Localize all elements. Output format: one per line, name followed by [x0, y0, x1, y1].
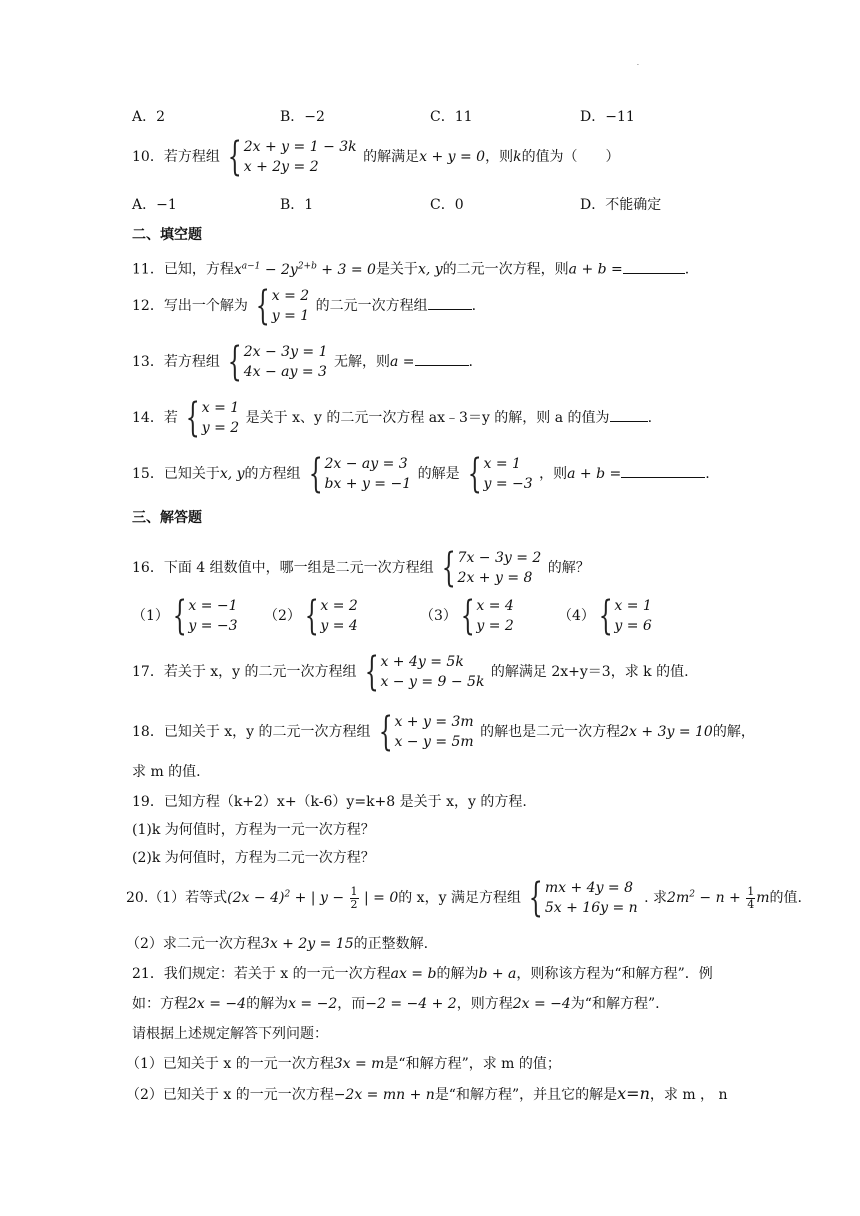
numerator: 1	[747, 884, 755, 898]
option-label: （2）	[264, 608, 301, 624]
q21-part-1	[126, 1054, 561, 1074]
q14-end: .	[647, 410, 653, 426]
numerator: 1	[350, 884, 358, 898]
q20-text: 的值.	[769, 890, 802, 906]
q12-end: .	[471, 298, 477, 314]
q20-expr: (2x − 4)	[227, 890, 285, 906]
q21-equation: −2x = mn + n	[333, 1087, 435, 1103]
q11-text: 是关于	[375, 261, 418, 278]
q16-option-4	[558, 594, 654, 638]
system-row: 4x − ay = 3	[243, 364, 327, 380]
q15-lead: 15．已知关于	[132, 466, 220, 482]
q17-text: 的解满足 2x+y＝3，求 k 的值.	[490, 664, 689, 680]
q11-exponent: 2+b	[297, 261, 317, 271]
q10-lead: 10．若方程组	[132, 149, 220, 165]
q20-ask: m	[756, 890, 770, 906]
q20b-equation: 3x + 2y = 15	[260, 936, 354, 952]
q11-eq: + 3 = 0	[316, 261, 376, 278]
system-row: x = 1	[614, 598, 652, 614]
q15-end: .	[705, 466, 710, 482]
q17-lead: 17．若关于 x，y 的二元一次方程组	[132, 664, 357, 680]
q20b-lead: （2）求二元一次方程	[126, 936, 261, 952]
system-row: y = 2	[201, 420, 240, 436]
q16-lead: 16．下面 4 组数值中，哪一组是二元一次方程组	[132, 560, 434, 576]
q16-text: 的解？	[547, 560, 590, 576]
q21-equation: −2 = −4 + 2	[365, 996, 457, 1012]
q9-option-d: D．−11	[580, 109, 635, 125]
q20-expr: | = 0	[359, 890, 399, 906]
equation-system: { x + y = 3m x − y = 5m	[378, 709, 474, 755]
answer-blank[interactable]	[428, 295, 472, 310]
q20-part-2	[126, 934, 428, 954]
q14-text: 是关于 x、y 的二元一次方程 ax﹣3＝y 的解，则 a 的值为	[245, 410, 610, 426]
q18-text: 的解也是二元一次方程	[480, 724, 621, 740]
q20-lead: 20.（1）若等式	[126, 890, 228, 906]
q14-lead: 14．若	[132, 410, 178, 426]
q10-options	[132, 194, 732, 214]
q15-text: 的解是	[417, 466, 460, 482]
q11-eq: − 2y	[260, 261, 298, 278]
q20-exponent: 2	[689, 889, 695, 900]
system-row: mx + 4y = 8	[544, 880, 634, 896]
q16-option-3	[420, 594, 516, 638]
q18-lead: 18．已知关于 x，y 的二元一次方程组	[132, 724, 371, 740]
q18-equation: 2x + 3y = 10	[620, 724, 713, 740]
q21-equation: b + a	[478, 966, 517, 982]
q21-equation: 2x = −4	[188, 996, 247, 1012]
q13-text: 无解，则	[333, 354, 390, 370]
q11-end: .	[684, 261, 690, 278]
question-10	[132, 134, 620, 180]
q21-text: ，则方程	[456, 996, 513, 1012]
q21-text: 21．我们规定：若关于 x 的一元一次方程	[132, 966, 391, 982]
q11-vars: x, y	[417, 261, 443, 278]
answer-blank[interactable]	[415, 351, 469, 366]
q20-text: 的 x，y 满足方程组	[398, 890, 521, 906]
system-row: y = −3	[188, 618, 238, 634]
system-row: 7x − 3y = 2	[457, 550, 542, 566]
q10-text: 的值为（ ）	[521, 149, 620, 165]
system-row: 2x + y = 8	[457, 570, 533, 586]
q21-text: 为“和解方程”.	[570, 996, 660, 1012]
system-row: y = 2	[476, 618, 514, 634]
q20-exponent: 2	[284, 889, 291, 900]
q13-end: .	[468, 354, 473, 370]
system-row: x − y = 9 − 5k	[380, 674, 485, 690]
equation-system: { 2x − ay = 3 bx + y = −1	[308, 451, 412, 497]
q21-equation: x=n	[617, 1084, 650, 1103]
q21-equation: ax = b	[390, 966, 437, 982]
q21-part-2	[126, 1084, 728, 1105]
q20-text: . 求	[644, 890, 668, 906]
question-21	[132, 964, 713, 984]
q12-text: 的二元一次方程组	[315, 298, 428, 314]
system-row: x − y = 5m	[394, 734, 474, 750]
q20b-text: 的正整数解.	[353, 936, 429, 952]
q10-text: 的解满足	[363, 149, 420, 165]
q20-ask: 2m	[667, 890, 690, 906]
system-row: 2x − 3y = 1	[243, 344, 328, 360]
q9-option-c: C．11	[430, 109, 473, 125]
q15-text: ，则	[539, 466, 568, 482]
q21-text: （1）已知关于 x 的一元一次方程	[126, 1056, 334, 1072]
q10-condition: x + y = 0	[419, 149, 486, 165]
answer-blank[interactable]	[621, 463, 705, 478]
q21-equation: 3x = m	[333, 1056, 385, 1072]
equation-system: { x = 1 y = 2	[186, 395, 240, 441]
answer-blank[interactable]	[610, 407, 648, 422]
system-row: x = −1	[188, 598, 238, 614]
q15-ask: a + b =	[567, 466, 622, 482]
q11-lead: 11．已知，方程	[132, 261, 234, 278]
option-label: （4）	[558, 608, 595, 624]
q13-lead: 13．若方程组	[132, 354, 220, 370]
system-row: x = 4	[476, 598, 514, 614]
q18-text: 的解，	[712, 724, 755, 740]
q9-option-a: A．2	[132, 109, 166, 125]
q21-instruction: 请根据上述规定解答下列问题：	[132, 1026, 328, 1042]
system-row: x + 2y = 2	[243, 159, 319, 175]
question-13	[132, 339, 473, 385]
equation-system: { mx + 4y = 8 5x + 16y = n	[529, 875, 638, 921]
q10-text: ，则	[485, 149, 514, 165]
system-row: 2x + y = 1 − 3k	[243, 139, 357, 155]
q20-ask: − n +	[694, 890, 746, 906]
q21-text: 是“和解方程”，并且它的解是	[434, 1087, 618, 1103]
system-row: y = 6	[614, 618, 652, 634]
equation-system: { 2x − 3y = 1 4x − ay = 3	[228, 339, 328, 385]
q16-options	[132, 594, 732, 638]
q10-option-c: C．0	[430, 197, 464, 213]
q10-variable: k	[513, 149, 522, 165]
q21-text: 的解为	[436, 966, 479, 982]
solution-system: { x = 1 y = −3	[467, 451, 533, 497]
section-fill-in: 二、填空题	[132, 227, 202, 243]
system-row: 5x + 16y = n	[544, 900, 638, 916]
q19-part-1: (1)k 为何值时，方程为一元一次方程？	[132, 822, 375, 838]
q21-text: 是“和解方程”，求 m 的值；	[384, 1056, 561, 1072]
q19-part-2: (2)k 为何值时，方程为二元一次方程？	[132, 850, 375, 866]
question-12	[132, 283, 477, 329]
option-label: （3）	[420, 608, 457, 624]
equation-system: { 2x + y = 1 − 3k x + 2y = 2	[228, 134, 357, 180]
question-17	[132, 649, 689, 695]
q16-option-1	[132, 594, 240, 638]
system-row: x + y = 3m	[394, 714, 474, 730]
question-18	[132, 709, 755, 755]
equation-system: { x + 4y = 5k x − y = 9 − 5k	[364, 649, 485, 695]
page-mark: ·	[637, 62, 639, 69]
denominator: 4	[747, 897, 755, 911]
q11-exponent: a−1	[241, 261, 261, 271]
q21-text: ，则称该方程为“和解方程”．例	[516, 966, 713, 982]
solution-system: { x = −1 y = −3	[172, 593, 238, 639]
system-row: x = 1	[483, 456, 521, 472]
section-solve: 三、解答题	[132, 510, 202, 526]
q21-example	[132, 994, 660, 1014]
system-row: 2x − ay = 3	[324, 456, 408, 472]
q12-lead: 12．写出一个解为	[132, 298, 248, 314]
q21-text: ，求 m ， n	[649, 1087, 728, 1103]
denominator: 2	[350, 897, 358, 911]
q21-equation: x = −2	[288, 996, 338, 1012]
q11-ask: a + b =	[568, 261, 623, 278]
system-row: x = 2	[271, 288, 310, 304]
system-row: x = 2	[320, 598, 358, 614]
question-15	[132, 451, 710, 497]
q21-text: （2）已知关于 x 的一元一次方程	[126, 1087, 334, 1103]
fraction	[746, 886, 755, 911]
system-row: y = 1	[271, 308, 310, 324]
solution-system: { x = 4 y = 2	[460, 593, 514, 639]
question-11	[132, 256, 689, 280]
question-20	[126, 875, 802, 921]
q21-text: ，而	[337, 996, 366, 1012]
q9-option-b: B．−2	[280, 109, 325, 125]
question-16	[132, 545, 590, 591]
system-row: y = 4	[320, 618, 358, 634]
system-row: x + 4y = 5k	[380, 654, 464, 670]
system-row: bx + y = −1	[324, 476, 412, 492]
q21-text: 的解为	[246, 996, 289, 1012]
system-row: x = 1	[201, 400, 240, 416]
q18-continued: 求 m 的值.	[132, 764, 201, 780]
q15-text: 的方程组	[244, 466, 301, 482]
q16-option-2	[264, 594, 360, 638]
q21-text: 如：方程	[132, 996, 188, 1012]
fraction	[350, 886, 359, 911]
question-14	[132, 395, 653, 441]
system-row: y = −3	[483, 476, 533, 492]
q15-vars: x, y	[219, 466, 245, 482]
q13-ask: a =	[389, 354, 415, 370]
q10-option-d: D．不能确定	[580, 197, 662, 213]
q11-eq: x	[233, 261, 242, 278]
q9-options	[132, 106, 732, 126]
solution-system: { x = 2 y = 4	[304, 593, 358, 639]
q21-equation: 2x = −4	[512, 996, 571, 1012]
equation-system: { x = 2 y = 1	[256, 283, 310, 329]
q10-option-a: A．−1	[132, 197, 177, 213]
q10-option-b: B．1	[280, 197, 314, 213]
q11-text: 的二元一次方程，则	[442, 261, 569, 278]
q20-expr: + | y −	[290, 890, 349, 906]
answer-blank[interactable]	[623, 259, 685, 274]
question-19: 19．已知方程（k+2）x+（k-6）y=k+8 是关于 x，y 的方程.	[132, 794, 527, 810]
equation-system: { 7x − 3y = 2 2x + y = 8	[441, 545, 542, 591]
option-label: （1）	[132, 608, 169, 624]
solution-system: { x = 1 y = 6	[598, 593, 652, 639]
